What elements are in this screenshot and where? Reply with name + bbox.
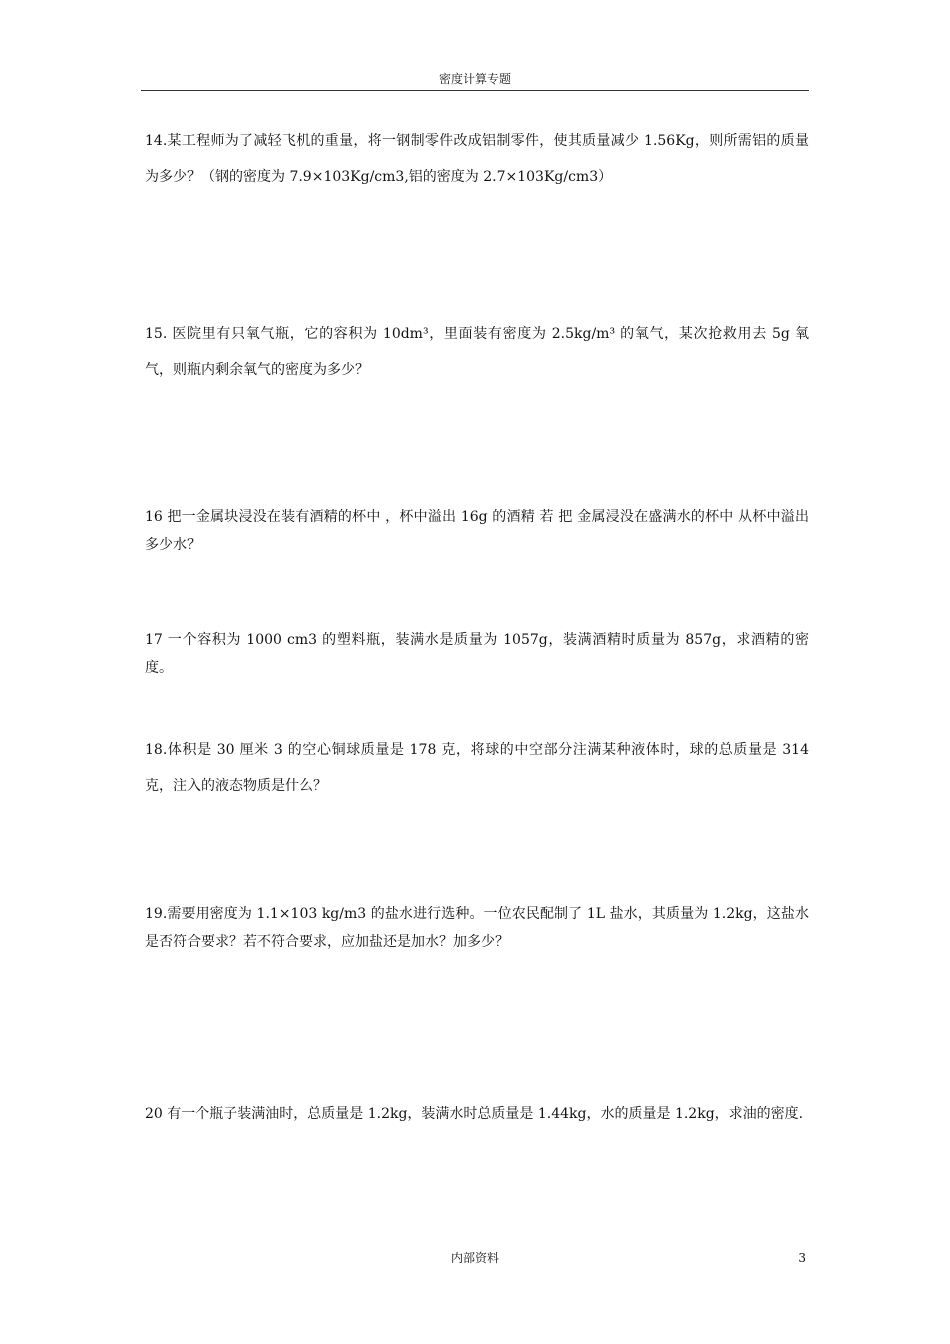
page-footer — [141, 1250, 809, 1266]
question-16: 16 把一金属块浸没在装有酒精的杯中 ，杯中溢出 16g 的酒精 若 把 金属浸没在盛满水的杯中 从杯中溢出多少水？ — [145, 509, 809, 553]
question-17: 17 一个容积为 1000 cm3 的塑料瓶，装满水是质量为 1057g，装满酒精时质量为 857g，求酒精的密度。 — [145, 632, 809, 676]
footer-label: 内部资料 — [450, 1251, 499, 1265]
page-number: 3 — [798, 1251, 806, 1265]
question-19: 19.需要用密度为 1.1×103 kg/m3 的盐水进行选种。一位农民配制了 1L 盐水，其质量为 1.2kg，这盐水是否符合要求？若不符合要求，应加盐还是加水？加多少？ — [145, 906, 809, 950]
question-14: 14.某工程师为了减轻飞机的重量，将一钢制零件改成铝制零件，使其质量减少 1.56Kg，则所需铝的质量为多少？（钢的密度为 7.9×103Kg/cm3,铝的密度为 2.7×103Kg/cm3） — [145, 133, 809, 185]
question-18: 18.体积是 30 厘米 3 的空心铜球质量是 178 克，将球的中空部分注满某种液体时，球的总质量是 314 克，注入的液态物质是什么？ — [145, 742, 809, 794]
question-20: 20 有一个瓶子装满油时，总质量是 1.2kg，装满水时总质量是 1.44kg，水的质量是 1.2kg，求油的密度. — [145, 1106, 804, 1122]
header-title: 密度计算专题 — [438, 72, 511, 86]
question-15: 15. 医院里有只氧气瓶，它的容积为 10dm³，里面装有密度为 2.5kg/m³ 的氧气，某次抢救用去 5g 氧气，则瓶内剩余氧气的密度为多少？ — [145, 326, 809, 378]
page-header — [141, 72, 809, 91]
